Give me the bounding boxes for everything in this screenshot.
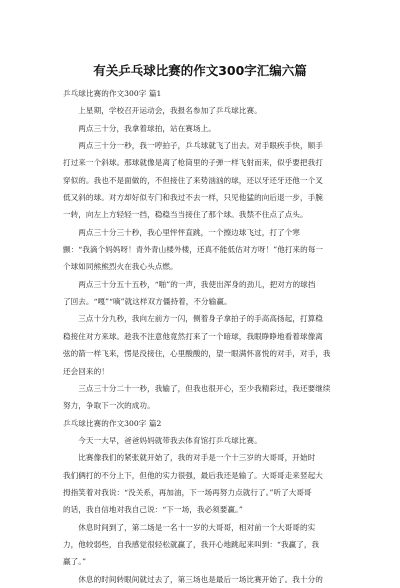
text-line: 低又斜的球。对方却好似专门和我过不去一样，只见他猛的向后退一步，手腕 xyxy=(63,193,323,203)
document-title: 有关乒乓球比赛的作文300字汇编六篇 xyxy=(93,63,307,78)
text-line: 努力，争取下一次的成功。 xyxy=(63,401,155,411)
text-line: 今天一大早，爸爸妈妈就带我去体育馆打乒乓球比赛。 xyxy=(63,435,262,445)
text-line: 拇指笑着对我说：“没关系，再加油，下一场再努力点就行了。”听了大哥哥 xyxy=(63,487,312,497)
text-line: 两点三十分一秒，我一哼拍子，乒乓球就飞了出去。对手眼疾手快，顺手 xyxy=(63,141,323,151)
text-line: 乒乓球比赛的作文300字 篇2 xyxy=(63,418,162,428)
text-line: 两点三十分五十五秒，“啪”的一声，我使出浑身的劲儿，把对方的球挡 xyxy=(63,279,316,289)
text-line: 一转，向左上方轻轻一挡，稳稳当当接住了那个球。我禁不住点了点头。 xyxy=(63,210,308,220)
text-line: 打过来一个斜球。那球就像是离了枪筒里的子弹一样飞射而来，似乎要把我打 xyxy=(63,158,323,168)
text-line: 比赛像我们的紧张就开始了，我的对手是一个十三岁的大哥哥，开始时 xyxy=(63,453,316,463)
text-line: 颤：“我滴个妈妈呀！青外青山楼外楼，还真不能低估对方呀！”他打来的每一 xyxy=(63,245,324,255)
text-line: 两点三十分，我拿着球拍，站在赛场上。 xyxy=(63,123,216,133)
text-line: 赢了。” xyxy=(63,557,87,567)
text-line: 稳接住对方来球。趁我不注意他竟然打来了一个暗球，我眼睁睁地看着球像离 xyxy=(63,331,323,341)
text-line: 乒乓球比赛的作文300字 篇1 xyxy=(63,89,162,98)
text-line: 上星期，学校召开运动会，我报名参加了乒乓球比赛。 xyxy=(63,106,262,116)
text-line: 穿似的。我也不是面做的，不但接住了来势汹汹的球，还以牙还牙还他一个叉 xyxy=(63,175,323,185)
text-line: 的话，我自信地对我自己说：“下一场，我必须要赢。” xyxy=(63,505,243,515)
text-line: 了回去。“嘎”“嘀”就这样双方僵持着，不分输赢。 xyxy=(63,297,232,307)
text-line: 三点十分九秒，我向左前方一闪，侧着身子拿拍子的手高高扬起，打算稳 xyxy=(63,314,323,324)
text-line: 两点三十分三十秒，我心里怦怦直跳，一个擦边球飞过，打了个寒 xyxy=(63,227,300,237)
text-line: 我们俩打的不分上下，但他的实力很强，最后我还是输了。大哥哥走来竖起大 xyxy=(63,470,323,480)
text-line: 力，他较弱些，自我感觉很轻松就赢了，我开心地跳起来叫到：“我赢了，我 xyxy=(63,539,320,549)
text-line: 休息时间到了，第二场是一名十一岁的大哥哥，相对前一个大哥哥的实 xyxy=(63,522,316,532)
text-line: 休息的时间转眼间就过去了，第三场也是最后一场比赛开始了。我十分的 xyxy=(63,574,323,584)
text-line: 个球如同熊熊烈火在我心头点燃。 xyxy=(63,262,178,272)
text-line: 三点三十分二十一秒，我输了，但我也很开心，至少我精彩过，我还要继续 xyxy=(63,383,331,393)
document-body xyxy=(63,85,341,588)
text-line: 弦的箭一样飞来，愣是没接住，心里酸酸的，望一眼满怀喜悦的对手，对手，我 xyxy=(63,349,331,359)
text-line: 还会回来的！ xyxy=(63,366,109,376)
